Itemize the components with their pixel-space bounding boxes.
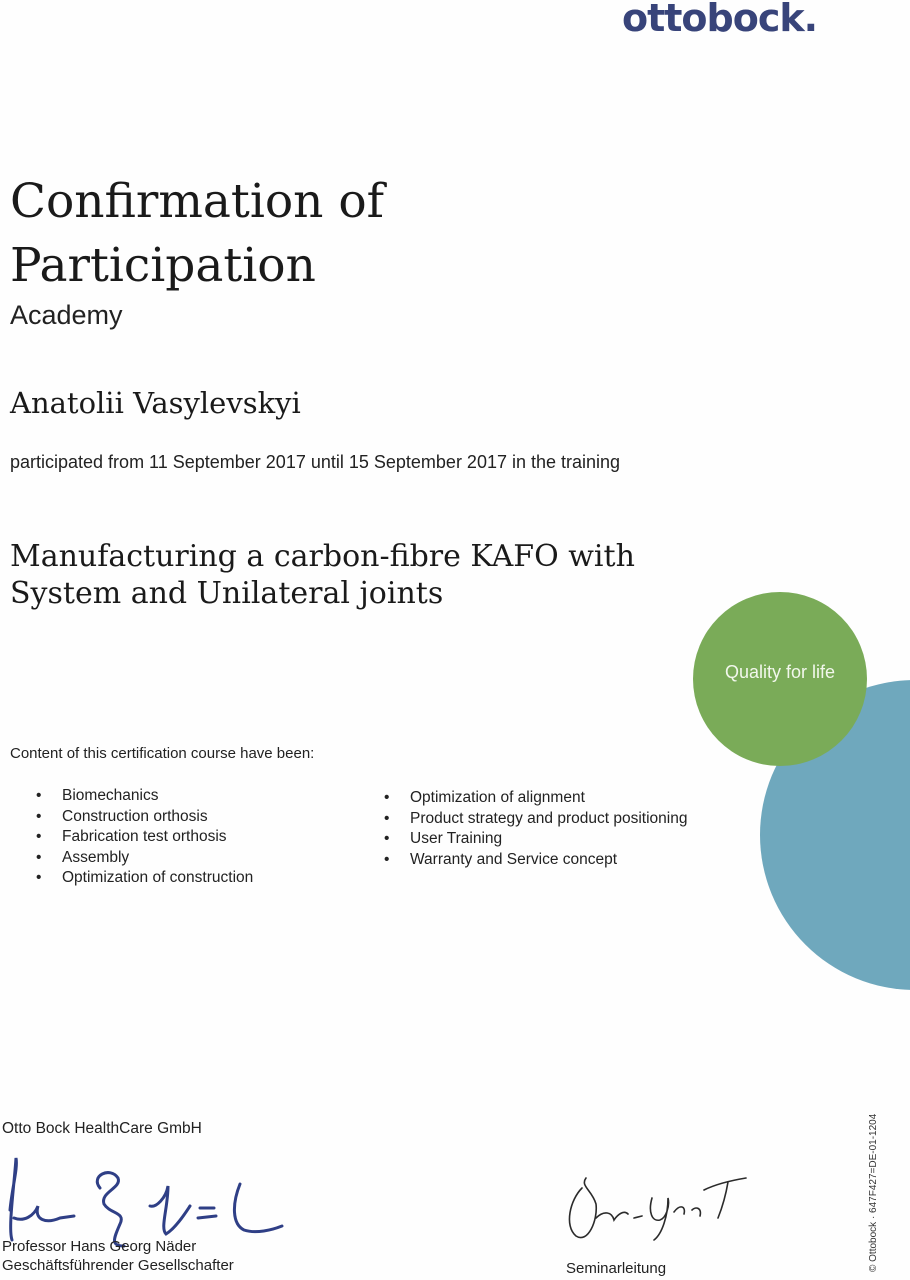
participation-statement: participated from 11 September 2017 until 15 September 2017 in the training [10, 452, 621, 472]
signer-left-name: Professor Hans Georg Näder [2, 1238, 197, 1255]
list-item: • Assembly [36, 848, 253, 869]
course-contents-list-right [384, 788, 687, 870]
list-item: • Fabrication test orthosis [36, 827, 253, 848]
signature-left [0, 1148, 300, 1248]
company-name: Otto Bock HealthCare GmbH [2, 1120, 202, 1137]
course-contents-heading: Content of this certification course have been: [10, 745, 315, 762]
list-item: • Optimization of alignment [384, 788, 687, 809]
participant-name: Anatolii Vasylevskyi [10, 386, 301, 420]
tagline: Quality for life [724, 662, 836, 682]
list-item: • Warranty and Service concept [384, 850, 687, 871]
list-item: • Optimization of construction [36, 868, 253, 889]
list-item: • Construction orthosis [36, 807, 253, 828]
list-item: • Product strategy and product positioning [384, 809, 687, 830]
list-item: • User Training [384, 829, 687, 850]
list-item: • Biomechanics [36, 786, 253, 807]
ottobock-logo: ottobock. [622, 0, 818, 40]
course-contents-list-left [36, 786, 253, 889]
course-title: Manufacturing a carbon-fibre KAFO with System and Unilateral joints [10, 539, 635, 611]
signer-left [2, 1237, 234, 1275]
signer-right-role: Seminarleitung [566, 1260, 667, 1277]
signature-right [556, 1160, 756, 1250]
document-code: © Ottobock · 647F427=DE-01-1204 [868, 1113, 879, 1272]
certificate-subtitle: Academy [10, 300, 123, 330]
signer-left-role: Geschäftsführender Gesellschafter [2, 1257, 234, 1274]
certificate-title: Confirmation of Participation [10, 174, 385, 293]
